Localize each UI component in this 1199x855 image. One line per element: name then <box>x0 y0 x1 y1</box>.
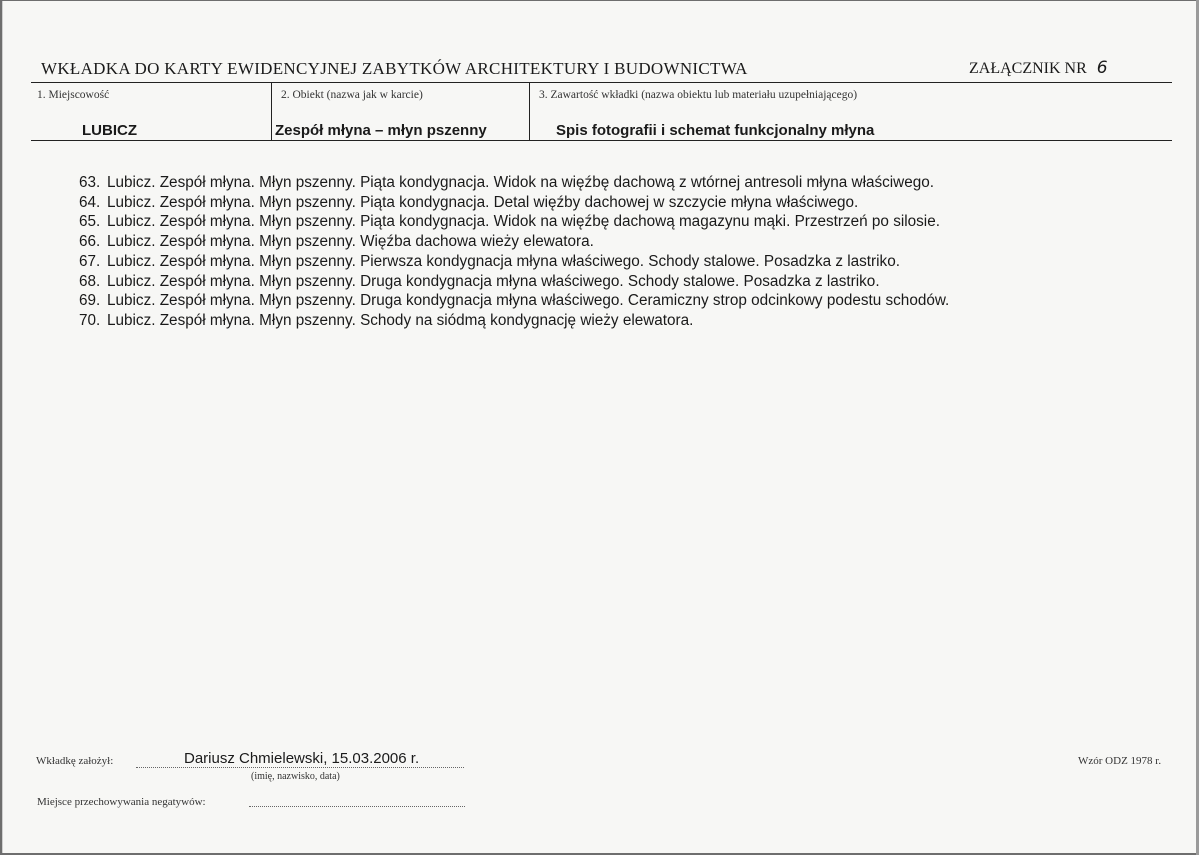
list-item <box>79 232 949 252</box>
photo-list <box>79 173 949 331</box>
photo-caption: Lubicz. Zespół młyna. Młyn pszenny. Więźba dachowa wieży elewatora. <box>107 233 594 251</box>
list-item <box>79 193 949 213</box>
list-item <box>79 173 949 193</box>
list-item <box>79 291 949 311</box>
column-divider-1 <box>271 83 272 140</box>
form-title: WKŁADKA DO KARTY EWIDENCYJNEJ ZABYTKÓW ARCHITEKTURY I BUDOWNICTWA <box>41 59 748 78</box>
photo-caption: Lubicz. Zespół młyna. Młyn pszenny. Schody na siódmą kondygnację wieży elewatora. <box>107 311 694 329</box>
founder-dotted-line <box>136 767 464 768</box>
photo-caption: Lubicz. Zespół młyna. Młyn pszenny. Piąta kondygnacja. Widok na więźbę dachową z wtórnej antresoli młyna właściwego. <box>107 174 934 191</box>
list-item <box>79 252 949 272</box>
photo-number: 67. <box>79 252 101 270</box>
negatives-label: Miejsce przechowywania negatywów: <box>37 796 206 808</box>
column-1-label: 1. Miejscowość <box>37 89 110 101</box>
annex-number <box>969 58 1108 78</box>
photo-caption: Lubicz. Zespół młyna. Młyn pszenny. Piąta kondygnacja. Detal więźby dachowej w szczycie młyna właściwego. <box>107 193 859 211</box>
photo-caption: Lubicz. Zespół młyna. Młyn pszenny. Piąta kondygnacja. Widok na więźbę dachową magazynu mąki. Przestrzeń po silosie. <box>107 213 940 231</box>
header-bottom-rule <box>31 140 1172 141</box>
photo-number: 64. <box>79 193 101 211</box>
list-item <box>79 272 949 292</box>
list-item <box>79 311 949 331</box>
photo-number: 65. <box>79 213 101 231</box>
locality-value: LUBICZ <box>82 122 137 139</box>
annex-value: 6 <box>1096 58 1108 78</box>
list-item <box>79 212 949 232</box>
photo-number: 68. <box>79 272 101 290</box>
form-sheet <box>2 1 1198 853</box>
photo-caption: Lubicz. Zespół młyna. Młyn pszenny. Druga kondygnacja młyna właściwego. Ceramiczny strop odcinkowy podestu schodów. <box>107 292 950 310</box>
insert-content-value: Spis fotografii i schemat funkcjonalny młyna <box>556 122 875 139</box>
founder-hint: (imię, nazwisko, data) <box>251 771 340 782</box>
photo-number: 69. <box>79 292 101 310</box>
photo-number: 70. <box>79 311 101 329</box>
photo-caption: Lubicz. Zespół młyna. Młyn pszenny. Pierwsza kondygnacja młyna właściwego. Schody stalowe. Posadzka z lastriko. <box>107 252 900 270</box>
negatives-dotted-line <box>249 806 465 807</box>
column-divider-2 <box>529 83 530 140</box>
annex-label: ZAŁĄCZNIK NR <box>969 60 1087 77</box>
photo-number: 66. <box>79 233 101 251</box>
object-value: Zespół młyna – młyn pszenny <box>275 122 487 139</box>
founder-label: Wkładkę założył: <box>36 755 114 767</box>
form-version: Wzór ODZ 1978 r. <box>1078 755 1162 767</box>
photo-caption: Lubicz. Zespół młyna. Młyn pszenny. Druga kondygnacja młyna właściwego. Schody stalowe. Posadzka z lastriko. <box>107 272 880 290</box>
founder-value: Dariusz Chmielewski, 15.03.2006 r. <box>184 750 420 767</box>
header-top-rule <box>31 82 1172 83</box>
photo-number: 63. <box>79 174 101 191</box>
column-3-label: 3. Zawartość wkładki (nazwa obiektu lub materiału uzupełniającego) <box>539 89 858 101</box>
column-2-label: 2. Obiekt (nazwa jak w karcie) <box>281 89 423 101</box>
